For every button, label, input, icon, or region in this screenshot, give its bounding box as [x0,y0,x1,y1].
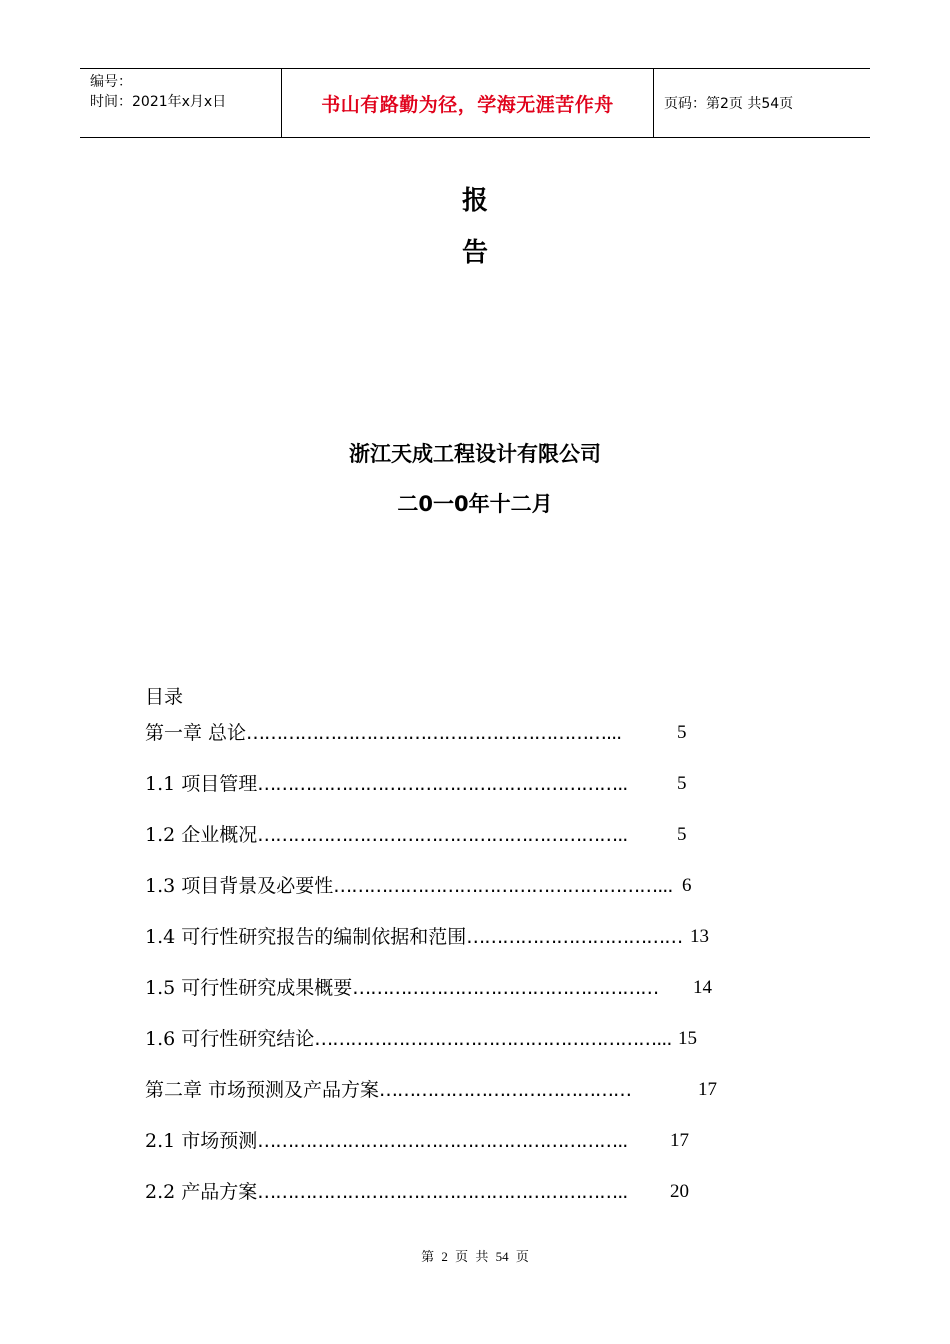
toc-item-page: 6 [682,875,692,896]
toc-item-page: 5 [677,722,687,743]
toc-item-label: 1.2 企业概况 [145,824,258,846]
toc-item-dots: …………………………………………………….. [257,824,628,846]
report-title-char-2: 告 [461,238,488,268]
toc-item-label: 1.3 项目背景及必要性 [145,875,334,897]
toc-item-page: 5 [677,773,687,794]
toc-item[interactable] [145,1126,745,1177]
toc-item-page: 17 [670,1130,689,1151]
toc-item-dots: …………………………………………………….. [257,1181,628,1203]
page-footer: 第 2 页 共 54 页 [421,1249,529,1264]
report-title-char-1: 报 [461,186,488,216]
toc-list [145,718,745,1228]
toc-item-dots: …………………………………………………….. [257,773,628,795]
page-info: 页码：第2页 共54页 [664,96,794,112]
toc-item[interactable] [145,1075,745,1126]
toc-item-label: 第一章 总论 [145,722,247,744]
header-meta-cell [80,69,282,137]
toc-item[interactable] [145,922,745,973]
toc-item-label: 1.1 项目管理 [145,773,258,795]
toc-item-page: 17 [698,1079,717,1100]
toc-item-dots: …………………………………………… [352,977,659,999]
toc-item-dots: ……………………………………………………... [246,722,622,744]
toc-heading: 目录 [145,686,184,708]
toc-item-label: 1.5 可行性研究成果概要 [145,977,353,999]
toc-item[interactable] [145,1024,745,1075]
toc-item-page: 20 [670,1181,689,1202]
toc-item-label: 2.2 产品方案 [145,1181,258,1203]
header-table [80,68,870,138]
header-page-cell [654,69,870,137]
company-name: 浙江天成工程设计有限公司 [349,442,601,466]
number-label: 编号： [90,74,132,90]
toc-item[interactable] [145,820,745,871]
toc-item-dots: ……………………………… [466,926,683,948]
time-label: 时间：2021年x月x日 [90,94,227,110]
toc-item[interactable] [145,973,745,1024]
toc-item-page: 5 [677,824,687,845]
toc-item-dots: …………………………………… [379,1079,632,1101]
toc-item-label: 1.6 可行性研究结论 [145,1028,315,1050]
toc-item-page: 14 [693,977,712,998]
toc-item-dots: …………………………………………………... [314,1028,672,1050]
report-date: 二0一0年十二月 [397,492,553,516]
toc-item-label: 2.1 市场预测 [145,1130,258,1152]
toc-item[interactable] [145,1177,745,1228]
motto-text: 书山有路勤为径，学海无涯苦作舟 [321,93,614,116]
toc-item-page: 15 [678,1028,697,1049]
toc-item-page: 13 [690,926,709,947]
toc-item[interactable] [145,718,745,769]
toc-item-label: 1.4 可行性研究报告的编制依据和范围 [145,926,467,948]
toc-item[interactable] [145,769,745,820]
toc-item-label: 第二章 市场预测及产品方案 [145,1079,380,1101]
header-motto-cell [282,69,654,137]
toc-item-dots: …………………………………………………….. [257,1130,628,1152]
toc-item-dots: ………………………………………………... [333,875,673,897]
toc-item[interactable] [145,871,745,922]
